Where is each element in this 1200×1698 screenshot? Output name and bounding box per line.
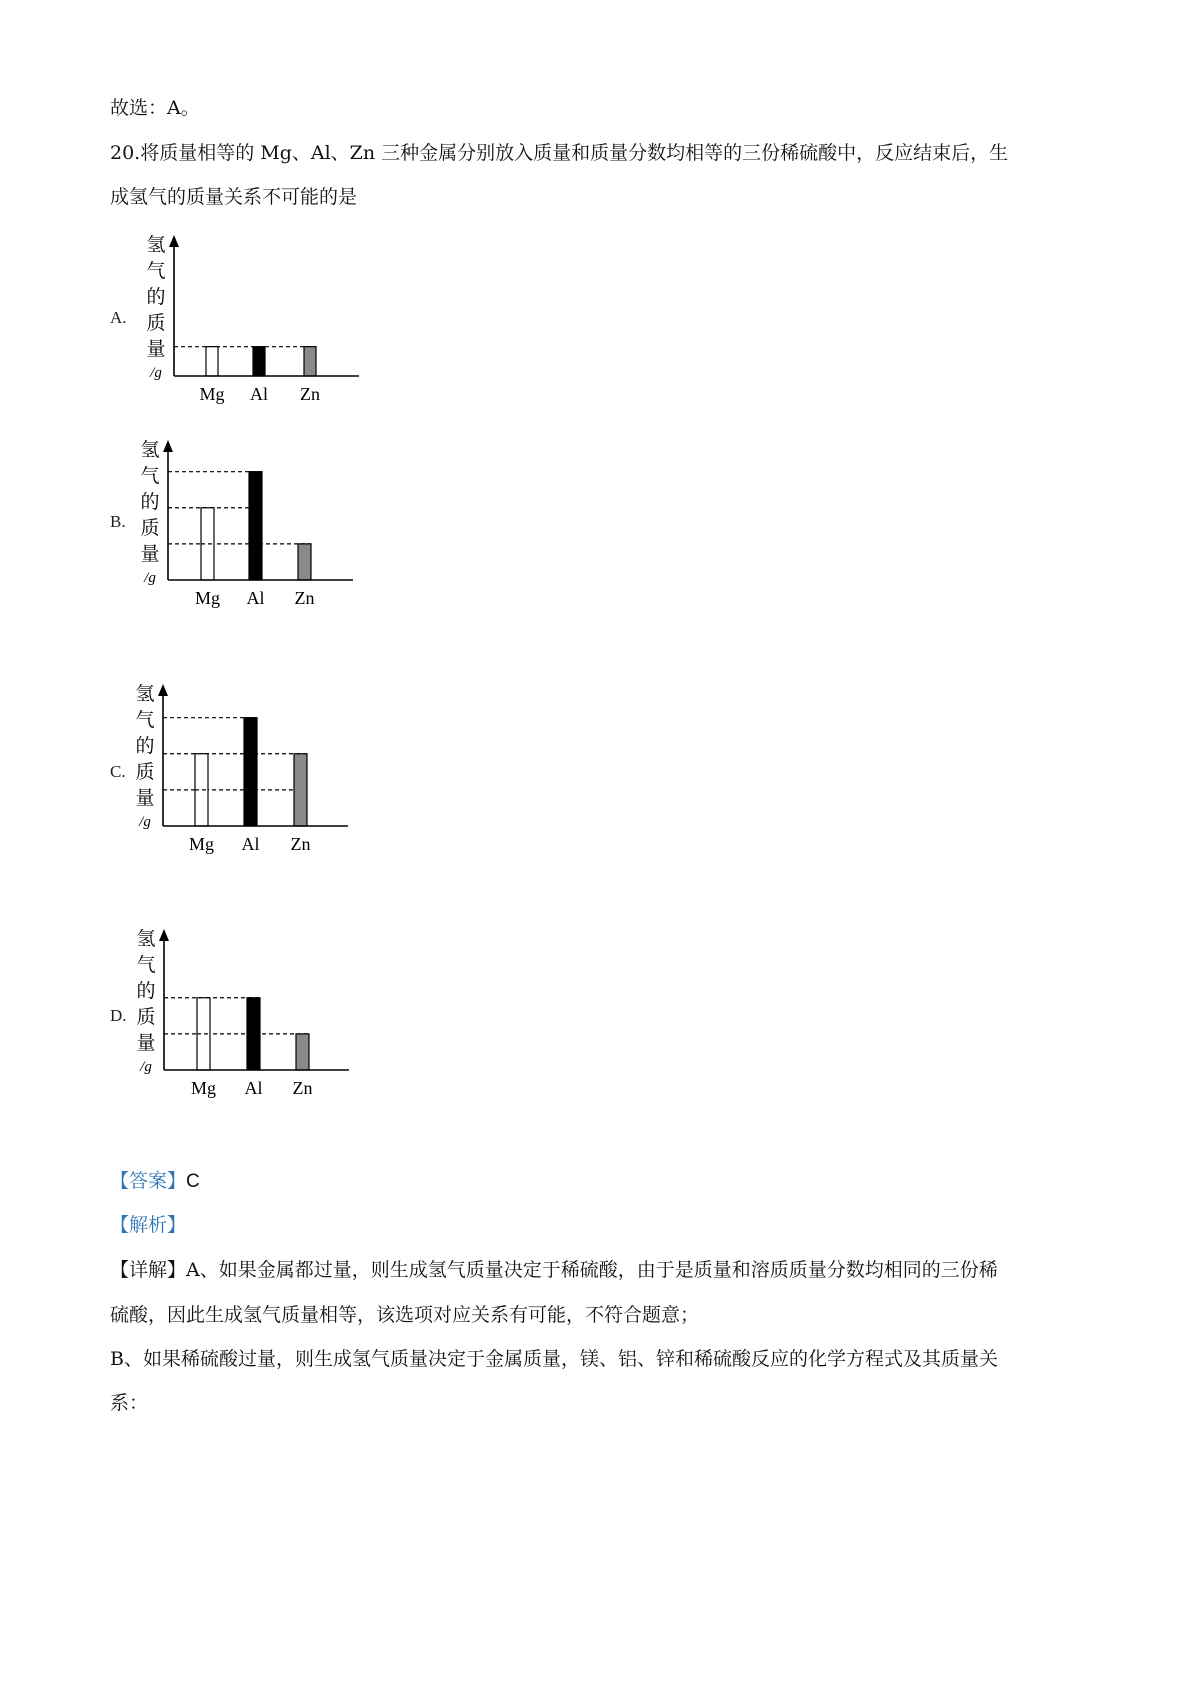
bar-al — [253, 347, 265, 376]
y-axis-label-char: 氢 — [146, 234, 166, 256]
detail-line-1: 【详解】A、如果金属都过量，则生成氢气质量决定于稀硫酸，由于是质量和溶质质量分数均相同的三份稀 — [110, 1259, 998, 1281]
detail-line-4: 系： — [110, 1392, 149, 1414]
previous-answer-tail: 故选：A。 — [110, 97, 200, 119]
y-axis-label-char: 质 — [140, 517, 160, 539]
y-axis-label-char: 量 — [135, 787, 155, 809]
y-axis-label-char: 气 — [136, 954, 156, 976]
y-axis-unit: /g — [140, 1059, 152, 1075]
y-axis-label-char: 氢 — [135, 683, 155, 705]
y-axis-label-char: 的 — [135, 735, 155, 757]
y-axis-label-char: 气 — [135, 709, 155, 731]
y-axis-label-char: 气 — [140, 465, 160, 487]
y-axis-label-char: 气 — [146, 260, 166, 282]
option-a-label: A. — [110, 308, 127, 327]
option-d-chart — [132, 927, 357, 1101]
x-tick-label: Zn — [292, 1078, 313, 1098]
answer-line — [110, 1171, 200, 1194]
y-axis-label-char: 氢 — [140, 439, 160, 461]
y-axis-label-char: 量 — [140, 543, 160, 565]
answer-value: C — [186, 1171, 200, 1192]
bar-zn — [294, 754, 307, 826]
x-tick-label: Zn — [290, 834, 311, 854]
x-tick-label: Mg — [190, 1078, 217, 1098]
answer-bracket: 【答案】 — [110, 1171, 187, 1192]
bar-zn — [298, 544, 311, 580]
bar-al — [249, 472, 262, 580]
option-c-label: C. — [110, 762, 126, 781]
x-tick-label: Zn — [300, 384, 320, 404]
y-axis-arrow-icon — [163, 440, 173, 452]
y-axis-label-char: 质 — [146, 312, 166, 334]
option-a-chart — [138, 233, 363, 411]
bar-zn — [296, 1034, 309, 1070]
x-tick-label: Al — [250, 384, 268, 404]
x-tick-label: Mg — [199, 384, 225, 404]
y-axis-label-char: 量 — [146, 338, 166, 360]
detail-line-3: B、如果稀硫酸过量，则生成氢气质量决定于金属质量，镁、铝、锌和稀硫酸反应的化学方程式及其质量关 — [110, 1348, 998, 1370]
x-tick-label: Mg — [188, 834, 215, 854]
y-axis-label-char: 氢 — [136, 928, 156, 950]
bar-al — [244, 718, 257, 826]
x-tick-label: Zn — [294, 588, 315, 608]
x-tick-label: Mg — [194, 588, 221, 608]
x-tick-label: Al — [241, 834, 260, 854]
y-axis-unit: /g — [144, 570, 156, 586]
y-axis-label-char: 的 — [140, 491, 160, 513]
question-line-2: 成氢气的质量关系不可能的是 — [110, 186, 358, 208]
bar-zn — [304, 347, 316, 376]
option-b-chart — [135, 438, 360, 610]
y-axis-arrow-icon — [159, 929, 169, 941]
y-axis-label-char: 量 — [136, 1032, 156, 1054]
y-axis-label-char: 质 — [135, 761, 155, 783]
y-axis-arrow-icon — [158, 684, 168, 696]
option-b-label: B. — [110, 512, 126, 531]
option-d-label: D. — [110, 1006, 127, 1025]
question-line-1: 20.将质量相等的 Mg、Al、Zn 三种金属分别放入质量和质量分数均相等的三份稀硫酸中，反应结束后，生 — [110, 142, 1009, 164]
y-axis-label-char: 的 — [136, 980, 156, 1002]
y-axis-unit: /g — [139, 814, 151, 830]
y-axis-unit: /g — [150, 365, 162, 381]
analysis-heading: 【解析】 — [110, 1215, 187, 1236]
y-axis-label-char: 质 — [136, 1006, 156, 1028]
y-axis-arrow-icon — [169, 235, 179, 247]
x-tick-label: Al — [244, 1078, 263, 1098]
detail-line-2: 硫酸，因此生成氢气质量相等，该选项对应关系有可能，不符合题意； — [110, 1304, 700, 1326]
bar-al — [247, 998, 260, 1070]
option-c-chart — [132, 682, 357, 856]
y-axis-label-char: 的 — [146, 286, 166, 308]
bar-mg — [206, 347, 218, 376]
x-tick-label: Al — [246, 588, 265, 608]
